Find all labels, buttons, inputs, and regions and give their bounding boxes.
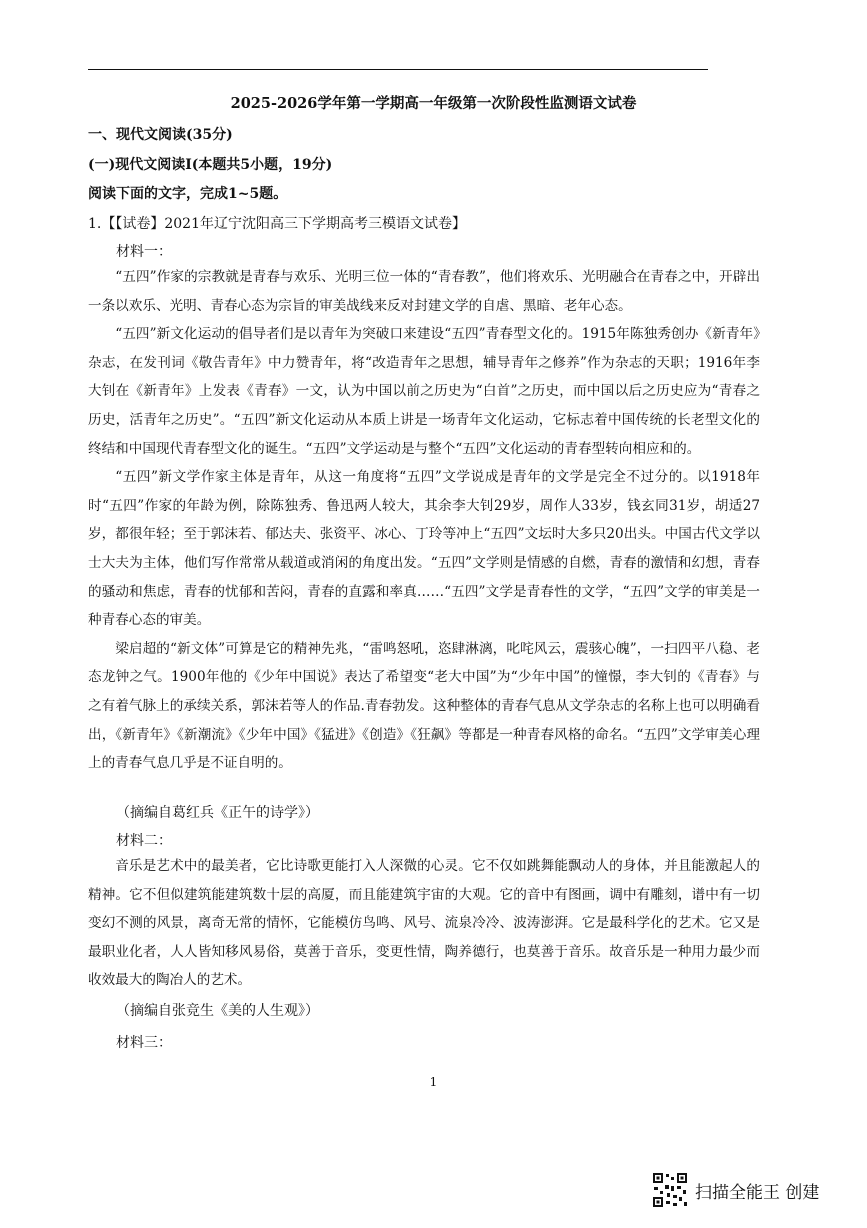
material1-paragraph: “五四”作家的宗教就是青春与欢乐、光明三位一体的“青春教”，他们将欢乐、光明融合在青春之中，开辟出一条以欢乐、光明、青春心态为宗旨的审美战线来反对封建文学的自虐、黑暗、老年心态。 [88, 269, 760, 314]
material1-body [88, 263, 760, 778]
material2-paragraph: 音乐是艺术中的最美者，它比诗歌更能打入人深微的心灵。它不仅如跳舞能飘动人的身体，并且能激起人的精神。它不但似建筑能建筑数十层的高厦，而且能建筑宇宙的大观。它的音中有图画，调中有雕刻，谱中有一切变幻不测的风景，离奇无常的情怀，它能模仿鸟鸣、风号、流泉冷冷、波涛澎湃。它是最科学化的艺术。它又是最职业化者，人人皆知移风易俗，莫善于音乐，变更性情，陶养德行，也莫善于音乐。故音乐是一种用力最少而收效最大的陶冶人的艺术。 [88, 858, 760, 989]
material3-label: 材料三： [116, 1035, 172, 1051]
material1-paragraph: “五四”新文化运动的倡导者们是以青年为突破口来建设“五四”青春型文化的。1915年陈独秀创办《新青年》杂志，在发刊词《敬告青年》中力赞青年，将“改造青年之思想，辅导青年之修养”作为杂志的天职；1916年李大钊在《新青年》上发表《青春》一文，认为中国以前之历史为“白首”之历史，而中国以后之历史应为“青春之历史，活青年之历史”。“五四”新文化运动从本质上讲是一场青年文化运动，它标志着中国传统的长老型文化的终结和中国现代青春型文化的诞生。“五四”文学运动是与整个“五四”文化运动的青春型转向相应和的。 [88, 326, 760, 457]
scanner-badge-text: 扫描全能王 创建 [695, 1182, 820, 1203]
material2-body [88, 852, 760, 995]
scanner-badge [652, 1172, 819, 1208]
reading-instruction: 阅读下面的文字，完成1~5题。 [88, 186, 288, 202]
material1-label: 材料一： [116, 244, 172, 260]
page-number: 1 [429, 1075, 438, 1089]
qr-code-icon [652, 1172, 688, 1208]
material1-paragraph: 梁启超的“新文体”可算是它的精神先兆，“雷鸣怒吼，恣肆淋漓，叱咤风云，震骇心魄”，一扫四平八稳、老态龙钟之气。1900年他的《少年中国说》表达了希望变“老大中国”为“少年中国”的憧憬，李大钊的《青春》与之有着气脉上的承续关系，郭沫若等人的作品.青春勃发。这种整体的青春气息从文学杂志的名称上也可以明确看出，《新青年》《新潮流》《少年中国》《猛进》《创造》《狂飙》等都是一种青春风格的命名。“五四”文学审美心理上的青春气息几乎是不证自明的。 [88, 640, 760, 772]
subsection-heading: (一)现代文阅读I(本题共5小题，19分) [88, 157, 333, 173]
material1-source: （摘编自葛红兵《正午的诗学》） [116, 805, 319, 821]
header-rule [88, 69, 708, 70]
material2-source: （摘编自张竞生《美的人生观》） [116, 1003, 319, 1019]
material1-paragraph: “五四”新文学作家主体是青年，从这一角度将“五四”文学说成是青年的文学是完全不过分的。以1918年时“五四”作家的年龄为例，除陈独秀、鲁迅两人较大，其余李大钊29岁，周作人33岁，钱玄同31岁，胡适27岁，都很年轻；至于郭沫若、郁达夫、张资平、冰心、丁玲等冲上“五四”文坛时大多只20出头。中国古代文学以士大夫为主体，他们写作常常从载道或消闲的角度出发。“五四”文学则是情感的自燃，青春的激情和幻想，青春的骚动和焦虑，青春的忧郁和苦闷，青春的直露和率真……“五四”文学是青春性的文学，“五四”文学的审美是一种青春心态的审美。 [88, 469, 760, 629]
material2-label: 材料二： [116, 833, 172, 849]
question-source: 1.【【试卷】2021年辽宁沈阳高三下学期高考三模语文试卷】 [88, 216, 466, 232]
exam-title: 2025-2026学年第一学期高一年级第一次阶段性监测语文试卷 [230, 95, 637, 112]
section-heading: 一、现代文阅读(35分) [88, 127, 233, 143]
